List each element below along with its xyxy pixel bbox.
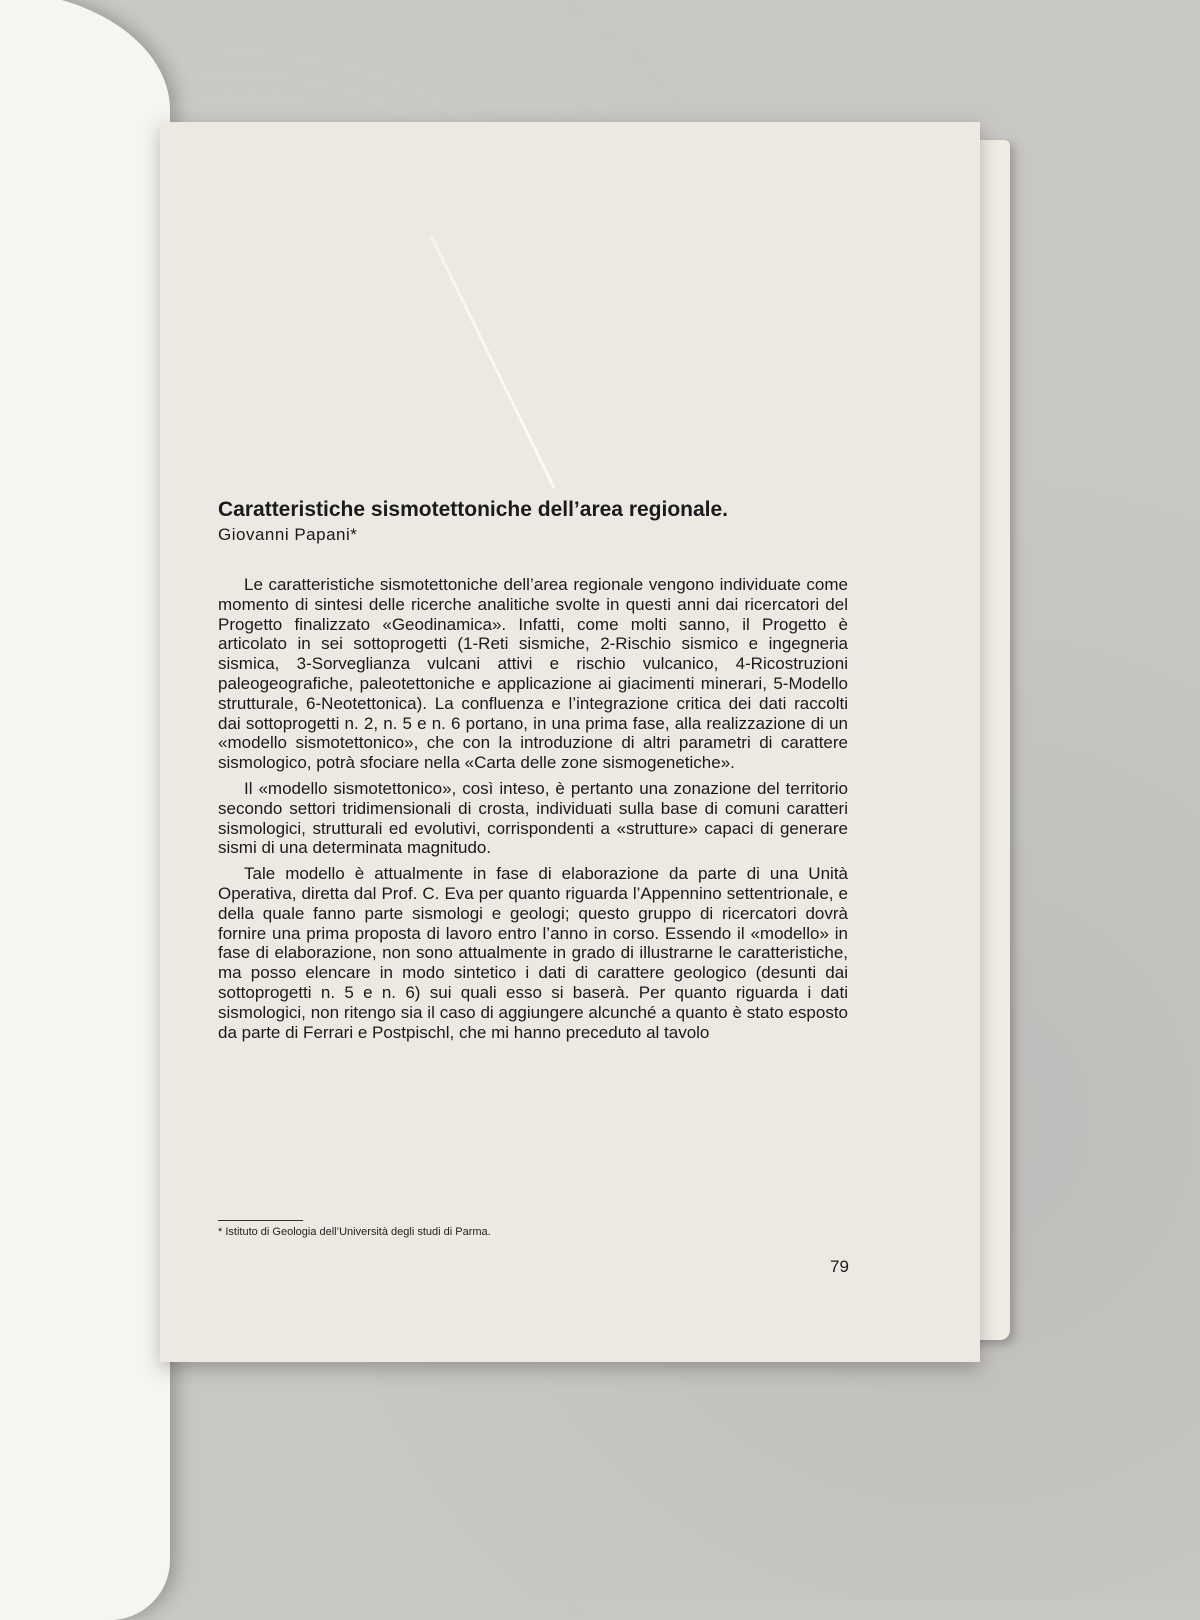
footnote: * Istituto di Geologia dell’Università degli studi di Parma. [218, 1226, 491, 1238]
page-number: 79 [830, 1257, 849, 1276]
article-author: Giovanni Papani* [218, 525, 358, 544]
footnote-rule [218, 1220, 303, 1221]
article-title: Caratteristiche sismotettoniche dell’area regionale. [218, 498, 729, 521]
left-book-page [0, 0, 170, 1620]
article-body [218, 575, 848, 1048]
page-crease [430, 236, 555, 489]
paragraph-1: Le caratteristiche sismotettoniche dell’area regionale vengono individuate come momento di sintesi delle ricerche analitiche svolte in questi anni dai ricercatori del Progetto finalizzato «Geodinamica». Infatti, come molti sanno, il Progetto è articolato in sei sottoprogetti (1-Reti sismiche, 2-Rischio sismico e ingegneria sismica, 3-Sorveglianza vulcani attivi e rischio vulcanico, 4-Ricostruzioni paleogeografiche, paleotettoniche e applicazione ai giacimenti minerari, 5-Modello strutturale, 6-Neotettonica). La confluenza e l’integrazione critica dei dati raccolti dai sottoprogetti n. 2, n. 5 e n. 6 portano, in una prima fase, alla realizzazione di un «modello sismotettonico», che con la introduzione di altri parametri di carattere sismologico, potrà sfociare nella «Carta delle zone sismogenetiche». [218, 575, 848, 773]
paragraph-2: Il «modello sismotettonico», così inteso, è pertanto una zonazione del territorio secondo settori tridimensionali di crosta, individuati sulla base di comuni caratteri sismologici, strutturali ed evolutivi, corrispondenti a «strutture» capaci di generare sismi di una determinata magnitudo. [218, 778, 848, 858]
paragraph-3: Tale modello è attualmente in fase di elaborazione da parte di una Unità Operativa, diretta dal Prof. C. Eva per quanto riguarda l’Appennino settentrionale, e della quale fanno parte sismologi e geologi; questo gruppo di ricercatori dovrà fornire una prima proposta di lavoro entro l’anno in corso. Essendo il «modello» in fase di elaborazione, non sono attualmente in grado di illustrarne le caratteristiche, ma posso elencare in modo sintetico i dati di carattere geologico (desunti dai sottoprogetti n. 5 e n. 6) sui quali esso si baserà. Per quanto riguarda i dati sismologici, non ritengo sia il caso di aggiungere alcunché a quanto è stato esposto da parte di Ferrari e Postpischl, che mi hanno preceduto al tavolo [218, 864, 848, 1042]
